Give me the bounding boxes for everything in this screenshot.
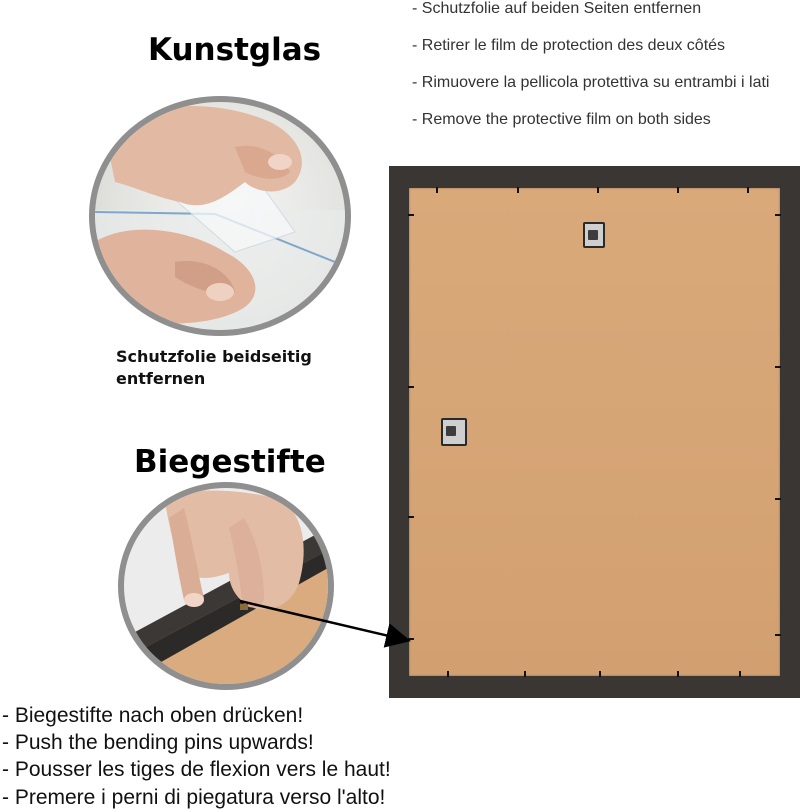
bending-pin [677,671,679,677]
bending-pin [408,638,414,640]
caption-line-1: Schutzfolie beidseitig [116,347,312,366]
bending-pin [517,187,519,193]
sawtooth-hanger-side [441,418,467,446]
bending-pin [677,187,679,193]
bending-pin [775,498,781,500]
bending-pin-photo [118,482,334,690]
instruction-de: - Schutzfolie auf beiden Seiten entfernen [412,0,702,17]
instruction-fr: - Retirer le film de protection des deux côtés [412,37,726,54]
pin-instruction-it: - Premere i perni di piegatura verso l'alto! [2,786,386,809]
bending-pin [747,187,749,193]
bending-pin [597,187,599,193]
bending-pin [775,634,781,636]
instruction-en: - Remove the protective film on both sides [412,111,711,128]
pin-instruction-de: - Biegestifte nach oben drücken! [2,704,304,727]
finger-pushing-pin-illustration [124,488,328,684]
sawtooth-hanger-top [583,222,605,248]
pin-instruction-fr: - Pousser les tiges de flexion vers le haut! [2,758,391,781]
picture-frame-back [389,166,800,698]
bending-pin [524,671,526,677]
bending-pin [436,187,438,193]
bending-pin [599,671,601,677]
caption-line-2: entfernen [116,369,206,388]
kunstglas-title: Kunstglas [148,32,322,68]
bending-pin [447,671,449,677]
bending-pin [408,516,414,518]
bending-pin [739,671,741,677]
biegestifte-title: Biegestifte [134,444,326,480]
bending-pin [775,214,781,216]
instruction-it: - Rimuovere la pellicola protettiva su entrambi i lati [412,74,770,91]
pin-instruction-en: - Push the bending pins upwards! [2,731,314,754]
peeling-film-photo [89,96,351,336]
protective-film-caption [116,346,312,390]
bending-pin [408,386,414,388]
bending-pin [408,214,414,216]
bending-pin [775,366,781,368]
hands-peeling-film-illustration [95,102,345,330]
